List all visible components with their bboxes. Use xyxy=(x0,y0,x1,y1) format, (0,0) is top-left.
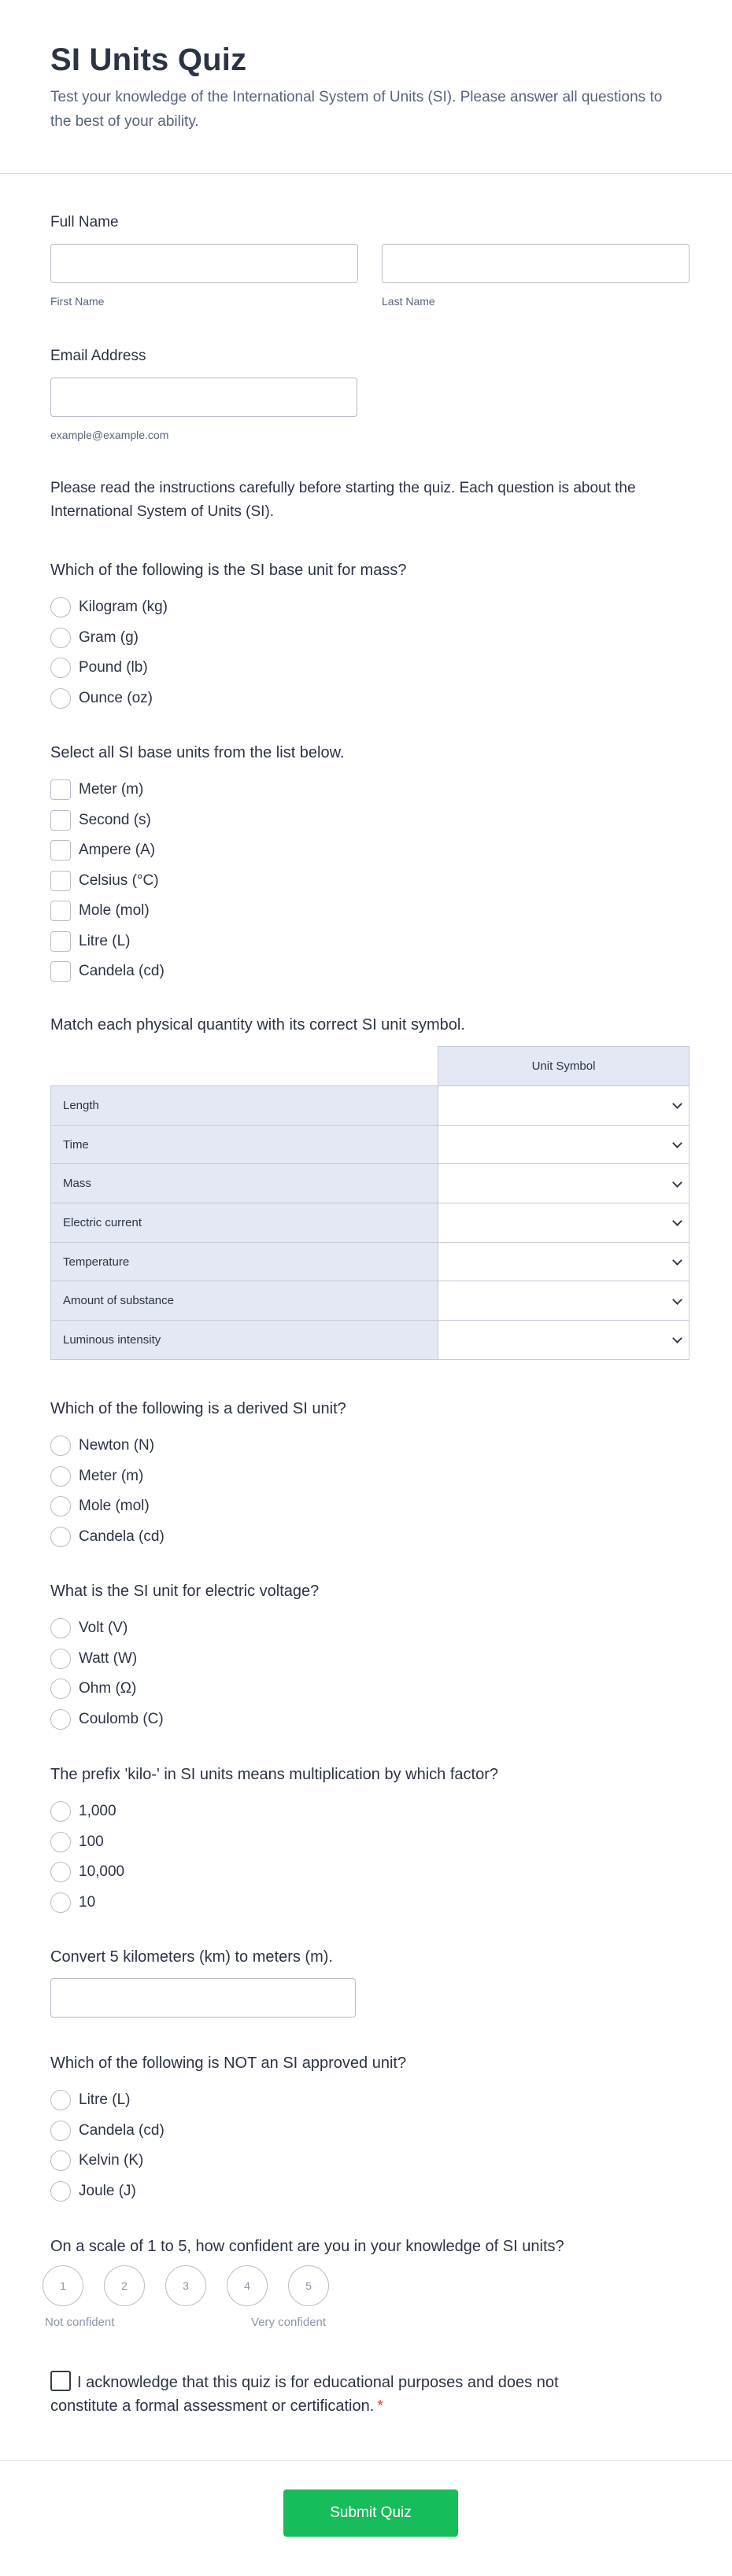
unit-symbol-dropdown[interactable] xyxy=(438,1281,689,1321)
option-label: 10 xyxy=(79,1893,96,1911)
matrix-row-label: Electric current xyxy=(51,1203,438,1243)
option-label: Kilogram (kg) xyxy=(79,599,168,616)
email-sublabel: example@example.com xyxy=(50,429,169,441)
radio-button[interactable] xyxy=(50,1892,71,1913)
question-voltage-unit xyxy=(50,1581,319,1734)
radio-button[interactable] xyxy=(50,658,71,678)
unit-symbol-dropdown[interactable] xyxy=(438,1203,689,1243)
option-label: Joule (J) xyxy=(79,2182,136,2199)
option-label: Ohm (Ω) xyxy=(79,1680,137,1697)
matrix-row xyxy=(51,1086,689,1126)
last-name-sublabel: Last Name xyxy=(382,295,435,308)
checkbox[interactable] xyxy=(50,779,71,800)
checkbox[interactable] xyxy=(50,871,71,891)
question-label: The prefix 'kilo-' in SI units means multiplication by which factor? xyxy=(50,1766,498,1783)
radio-button[interactable] xyxy=(50,2121,71,2141)
matrix-row-label: Length xyxy=(51,1086,438,1126)
checkbox[interactable] xyxy=(50,931,71,952)
radio-button[interactable] xyxy=(50,2090,71,2110)
acknowledgement-checkbox[interactable] xyxy=(50,2371,71,2391)
option-label: Coulomb (C) xyxy=(79,1710,164,1727)
scale-low-label: Not confident xyxy=(45,2316,115,2329)
radio-option[interactable] xyxy=(50,623,406,654)
option-label: Pound (lb) xyxy=(79,659,148,676)
question-label: Select all SI base units from the list below. xyxy=(50,744,345,761)
question-derived-unit xyxy=(50,1399,346,1552)
radio-option[interactable] xyxy=(50,684,406,714)
scale-option[interactable]: 5 xyxy=(288,2265,329,2306)
chevron-down-icon xyxy=(672,1177,682,1188)
matrix-row-label: Luminous intensity xyxy=(51,1321,438,1360)
option-label: Gram (g) xyxy=(79,628,139,646)
radio-button[interactable] xyxy=(50,1618,71,1638)
email-input[interactable] xyxy=(50,378,357,417)
matrix-row xyxy=(51,1203,689,1243)
required-asterisk: * xyxy=(377,2397,384,2415)
option-label: Volt (V) xyxy=(79,1620,128,1637)
checkbox-option[interactable] xyxy=(50,866,345,897)
chevron-down-icon xyxy=(672,1255,682,1266)
radio-button[interactable] xyxy=(50,1435,71,1456)
radio-option[interactable] xyxy=(50,1522,346,1553)
scale-option[interactable]: 3 xyxy=(165,2265,206,2306)
checkbox-option[interactable] xyxy=(50,775,345,805)
option-label: Meter (m) xyxy=(79,781,144,798)
matrix-corner xyxy=(51,1047,438,1086)
option-label: Candela (cd) xyxy=(79,1528,165,1545)
submit-button[interactable]: Submit Quiz xyxy=(283,2489,458,2537)
matrix-row-label: Mass xyxy=(51,1164,438,1203)
radio-button[interactable] xyxy=(50,1527,71,1547)
option-label: Second (s) xyxy=(79,811,151,828)
chevron-down-icon xyxy=(672,1138,682,1148)
question-label: Convert 5 kilometers (km) to meters (m). xyxy=(50,1948,333,1966)
matrix-row-label: Time xyxy=(51,1125,438,1164)
radio-button[interactable] xyxy=(50,1496,71,1516)
chevron-down-icon xyxy=(672,1334,682,1344)
radio-button[interactable] xyxy=(50,1862,71,1882)
unit-symbol-dropdown[interactable] xyxy=(438,1086,689,1126)
option-label: Ounce (oz) xyxy=(79,689,153,706)
radio-button[interactable] xyxy=(50,688,71,709)
chevron-down-icon xyxy=(672,1099,682,1109)
checkbox-option[interactable] xyxy=(50,927,345,957)
checkbox-option[interactable] xyxy=(50,835,345,866)
chevron-down-icon xyxy=(672,1295,682,1305)
radio-option[interactable] xyxy=(50,1431,346,1461)
last-name-input[interactable] xyxy=(382,244,689,283)
question-label: Which of the following is a derived SI unit? xyxy=(50,1400,346,1417)
question-label: Which of the following is the SI base unit for mass? xyxy=(50,562,407,579)
form-description: Test your knowledge of the International System of Units (SI). Please answer all questions to the best of your ability. xyxy=(50,89,663,130)
option-label: 100 xyxy=(79,1833,104,1850)
email-label: Email Address xyxy=(50,348,146,364)
full-name-field xyxy=(50,212,689,308)
option-label: Candela (cd) xyxy=(79,2121,165,2139)
scale-high-label: Very confident xyxy=(251,2316,327,2329)
radio-button[interactable] xyxy=(50,1832,71,1852)
matrix-row-label: Temperature xyxy=(51,1242,438,1281)
option-label: Watt (W) xyxy=(79,1649,138,1667)
radio-button[interactable] xyxy=(50,1466,71,1487)
instructions-text: Please read the instructions carefully before starting the quiz. Each question is about the International System of Units (SI). xyxy=(50,480,636,520)
radio-option[interactable] xyxy=(50,2176,406,2207)
radio-option[interactable] xyxy=(50,1644,319,1675)
matrix-row xyxy=(51,1242,689,1281)
question-convert-km xyxy=(50,1947,356,2018)
radio-option[interactable] xyxy=(50,1491,346,1522)
question-not-si-unit xyxy=(50,2053,406,2206)
matrix-row xyxy=(51,1125,689,1164)
first-name-sublabel: First Name xyxy=(50,295,105,308)
radio-button[interactable] xyxy=(50,628,71,648)
matrix-row xyxy=(51,1321,689,1360)
question-label: What is the SI unit for electric voltage? xyxy=(50,1583,320,1600)
first-name-input[interactable] xyxy=(50,244,358,283)
question-matrix xyxy=(50,1015,465,1035)
radio-option[interactable] xyxy=(50,1613,319,1644)
scale-option[interactable]: 4 xyxy=(227,2265,268,2306)
radio-button[interactable] xyxy=(50,1679,71,1699)
scale-option[interactable]: 2 xyxy=(104,2265,145,2306)
question-label: Which of the following is NOT an SI approved unit? xyxy=(50,2055,407,2072)
option-label: Candela (cd) xyxy=(79,963,165,980)
unit-symbol-dropdown[interactable] xyxy=(438,1125,689,1164)
question-kilo-prefix xyxy=(50,1764,498,1918)
checkbox-option[interactable] xyxy=(50,896,345,927)
checkbox-option[interactable] xyxy=(50,805,345,836)
checkbox[interactable] xyxy=(50,840,71,861)
option-label: Celsius (°C) xyxy=(79,872,159,889)
checkbox[interactable] xyxy=(50,810,71,831)
conversion-answer-input[interactable] xyxy=(50,1978,356,2018)
option-label: Mole (mol) xyxy=(79,902,150,919)
unit-symbol-matrix xyxy=(50,1046,689,1360)
radio-button[interactable] xyxy=(50,1649,71,1669)
unit-symbol-dropdown[interactable] xyxy=(438,1321,689,1360)
radio-option[interactable] xyxy=(50,1461,346,1492)
matrix-row-label: Amount of substance xyxy=(51,1281,438,1321)
radio-button[interactable] xyxy=(50,597,71,617)
radio-option[interactable] xyxy=(50,2085,406,2116)
chevron-down-icon xyxy=(672,1217,682,1227)
checkbox[interactable] xyxy=(50,901,71,921)
matrix-row xyxy=(51,1164,689,1203)
option-label: 1,000 xyxy=(79,1803,116,1820)
radio-button[interactable] xyxy=(50,1801,71,1822)
option-label: Litre (L) xyxy=(79,932,131,949)
option-label: Kelvin (K) xyxy=(79,2152,144,2169)
unit-symbol-dropdown[interactable] xyxy=(438,1164,689,1203)
question-label: Match each physical quantity with its correct SI unit symbol. xyxy=(50,1016,465,1034)
matrix-row xyxy=(51,1281,689,1321)
radio-option[interactable] xyxy=(50,1704,319,1735)
option-label: Litre (L) xyxy=(79,2091,131,2109)
radio-option[interactable] xyxy=(50,2146,406,2176)
email-field xyxy=(50,346,357,441)
radio-button[interactable] xyxy=(50,2181,71,2202)
radio-option[interactable] xyxy=(50,653,406,684)
checkbox-option[interactable] xyxy=(50,956,345,987)
unit-symbol-dropdown[interactable] xyxy=(438,1242,689,1281)
radio-option[interactable] xyxy=(50,1857,498,1888)
question-base-units xyxy=(50,743,345,987)
radio-option[interactable] xyxy=(50,1797,498,1827)
option-label: Newton (N) xyxy=(79,1437,155,1454)
question-mass-unit xyxy=(50,560,406,713)
confidence-scale xyxy=(43,2265,329,2331)
radio-option[interactable] xyxy=(50,592,406,623)
radio-option[interactable] xyxy=(50,1888,498,1918)
scale-option[interactable]: 1 xyxy=(43,2265,83,2306)
form-header xyxy=(0,0,732,174)
option-label: Mole (mol) xyxy=(79,1498,150,1515)
question-label: On a scale of 1 to 5, how confident are you in your knowledge of SI units? xyxy=(50,2238,564,2255)
full-name-label: Full Name xyxy=(50,214,119,230)
acknowledgement-field xyxy=(50,2371,625,2418)
question-confidence xyxy=(50,2236,564,2257)
matrix-column-header: Unit Symbol xyxy=(438,1047,689,1086)
option-label: Meter (m) xyxy=(79,1467,144,1484)
checkbox[interactable] xyxy=(50,961,71,982)
form-title: SI Units Quiz xyxy=(50,42,247,77)
option-label: 10,000 xyxy=(79,1863,125,1881)
radio-option[interactable] xyxy=(50,2116,406,2147)
radio-option[interactable] xyxy=(50,1674,319,1704)
radio-button[interactable] xyxy=(50,2150,71,2171)
radio-button[interactable] xyxy=(50,1709,71,1730)
radio-option[interactable] xyxy=(50,1827,498,1858)
acknowledgement-text: I acknowledge that this quiz is for educational purposes and does not constitute a formal assessment or certification. xyxy=(50,2374,559,2415)
option-label: Ampere (A) xyxy=(79,842,156,859)
